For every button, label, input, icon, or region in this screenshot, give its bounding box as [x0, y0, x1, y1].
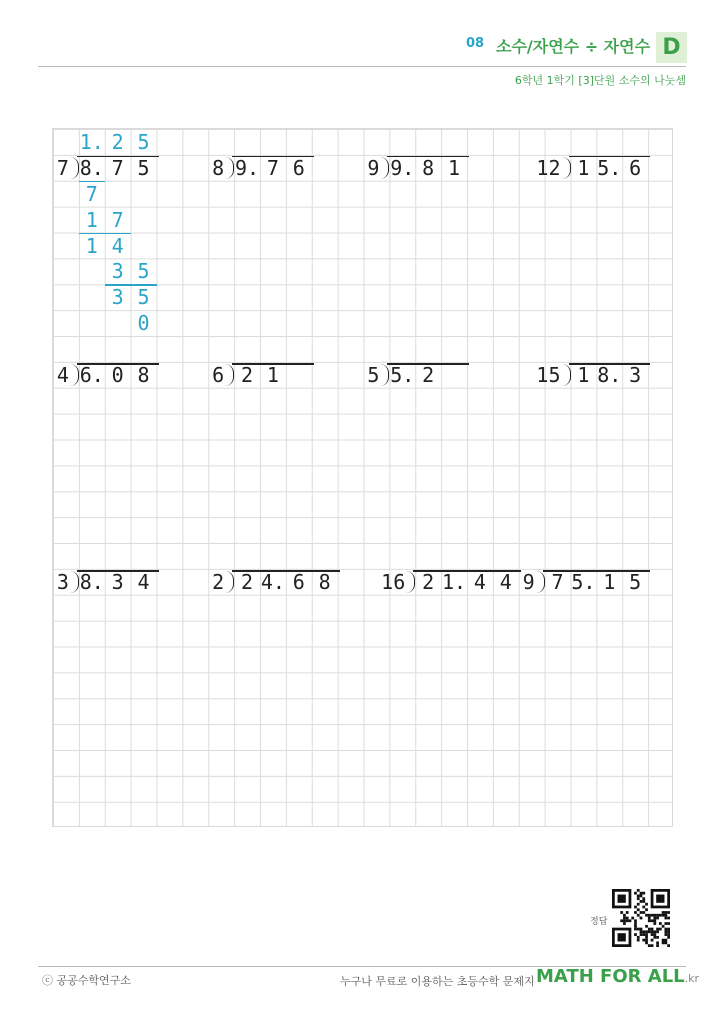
divisor: 3	[56, 570, 69, 595]
divisor: 5	[367, 363, 380, 387]
worksheet-grid	[52, 128, 673, 827]
work-digit: 5	[137, 259, 150, 284]
work-digit: 4	[111, 233, 124, 258]
dividend-digit: 8.	[79, 570, 104, 595]
dividend-digit: 3	[111, 570, 124, 595]
dividend-digit: 5.	[390, 363, 415, 387]
divisor: 4	[56, 363, 69, 387]
answer-area[interactable]	[53, 388, 208, 543]
dividend-digit: 8	[137, 363, 150, 387]
dividend-digit: 1	[448, 155, 461, 180]
answer-label: 정답	[590, 917, 608, 927]
answer-area[interactable]	[364, 181, 519, 336]
level-badge: D	[656, 32, 687, 63]
work-digit: 7	[85, 181, 98, 206]
quotient-digit: 2	[111, 130, 124, 154]
worksheet-number: 08	[466, 36, 485, 51]
dividend-digit: 5	[137, 155, 150, 180]
qr-code-icon[interactable]	[612, 889, 670, 947]
work-digit: 3	[111, 285, 124, 310]
dividend-digit: 9.	[390, 155, 415, 180]
footer-tagline: 누구나 무료로 이용하는 초등수학 문제지	[340, 975, 535, 988]
work-digit: 1	[85, 233, 98, 258]
answer-area[interactable]	[364, 595, 519, 750]
answer-area[interactable]	[519, 595, 674, 750]
work-digit: 7	[111, 207, 124, 232]
work-digit: 5	[137, 285, 150, 310]
dividend-digit: 8	[318, 570, 331, 595]
divisor: 8	[212, 155, 225, 180]
dividend-digit: 2	[422, 363, 435, 387]
divisor: 12	[536, 155, 561, 180]
divisor: 2	[212, 570, 225, 595]
footer-copyright: ⓒ 공공수학연구소	[42, 974, 131, 987]
answer-area[interactable]	[208, 181, 363, 336]
dividend-digit: 3	[629, 363, 642, 387]
answer-area[interactable]	[519, 181, 674, 336]
dividend-digit: 5.	[571, 570, 596, 595]
dividend-digit: 9.	[235, 155, 260, 180]
dividend-digit: 6	[629, 155, 642, 180]
dividend-digit: 6	[292, 155, 305, 180]
divisor: 7	[56, 155, 69, 180]
dividend-digit: 4	[499, 570, 512, 595]
dividend-digit: 5.	[597, 155, 622, 180]
dividend-digit: 4.	[260, 570, 285, 595]
dividend-digit: 8	[422, 155, 435, 180]
dividend-digit: 5	[629, 570, 642, 595]
brand-name: MATH FOR ALL	[536, 966, 685, 987]
divisor: 9	[367, 155, 380, 180]
dividend-digit: 0	[111, 363, 124, 387]
answer-area[interactable]	[364, 388, 519, 543]
dividend-digit: 1	[266, 363, 279, 387]
dividend-digit: 1.	[442, 570, 467, 595]
work-digit: 3	[111, 259, 124, 284]
dividend-digit: 8.	[79, 155, 104, 180]
work-digit: 1	[85, 207, 98, 232]
dividend-digit: 1	[603, 570, 616, 595]
answer-area[interactable]	[53, 595, 208, 750]
dividend-digit: 7	[266, 155, 279, 180]
dividend-digit: 2	[422, 570, 435, 595]
dividend-digit: 1	[577, 155, 590, 180]
dividend-digit: 7	[111, 155, 124, 180]
header-divider	[38, 66, 686, 67]
dividend-digit: 6	[292, 570, 305, 595]
dividend-digit: 6.	[79, 363, 104, 387]
divisor: 16	[381, 570, 406, 595]
divisor: 6	[212, 363, 225, 387]
dividend-digit: 7	[551, 570, 564, 595]
page-header	[0, 0, 724, 95]
brand-suffix: .kr	[684, 972, 700, 985]
dividend-digit: 4	[137, 570, 150, 595]
answer-area[interactable]	[208, 595, 363, 750]
dividend-digit: 8.	[597, 363, 622, 387]
worksheet-title: 소수/자연수 ÷ 자연수	[496, 37, 651, 56]
brand-logo	[536, 966, 699, 987]
dividend-digit: 2	[241, 363, 254, 387]
divisor: 9	[522, 570, 535, 595]
dividend-digit: 1	[577, 363, 590, 387]
answer-area[interactable]	[519, 388, 674, 543]
quotient-digit: 1.	[79, 130, 104, 154]
work-digit: 0	[137, 311, 150, 336]
quotient-digit: 5	[137, 130, 150, 154]
answer-area[interactable]	[208, 388, 363, 543]
dividend-digit: 4	[473, 570, 486, 595]
divisor: 15	[536, 363, 561, 387]
dividend-digit: 2	[241, 570, 254, 595]
worksheet-subtitle: 6학년 1학기 [3]단원 소수의 나눗셈	[514, 74, 686, 87]
